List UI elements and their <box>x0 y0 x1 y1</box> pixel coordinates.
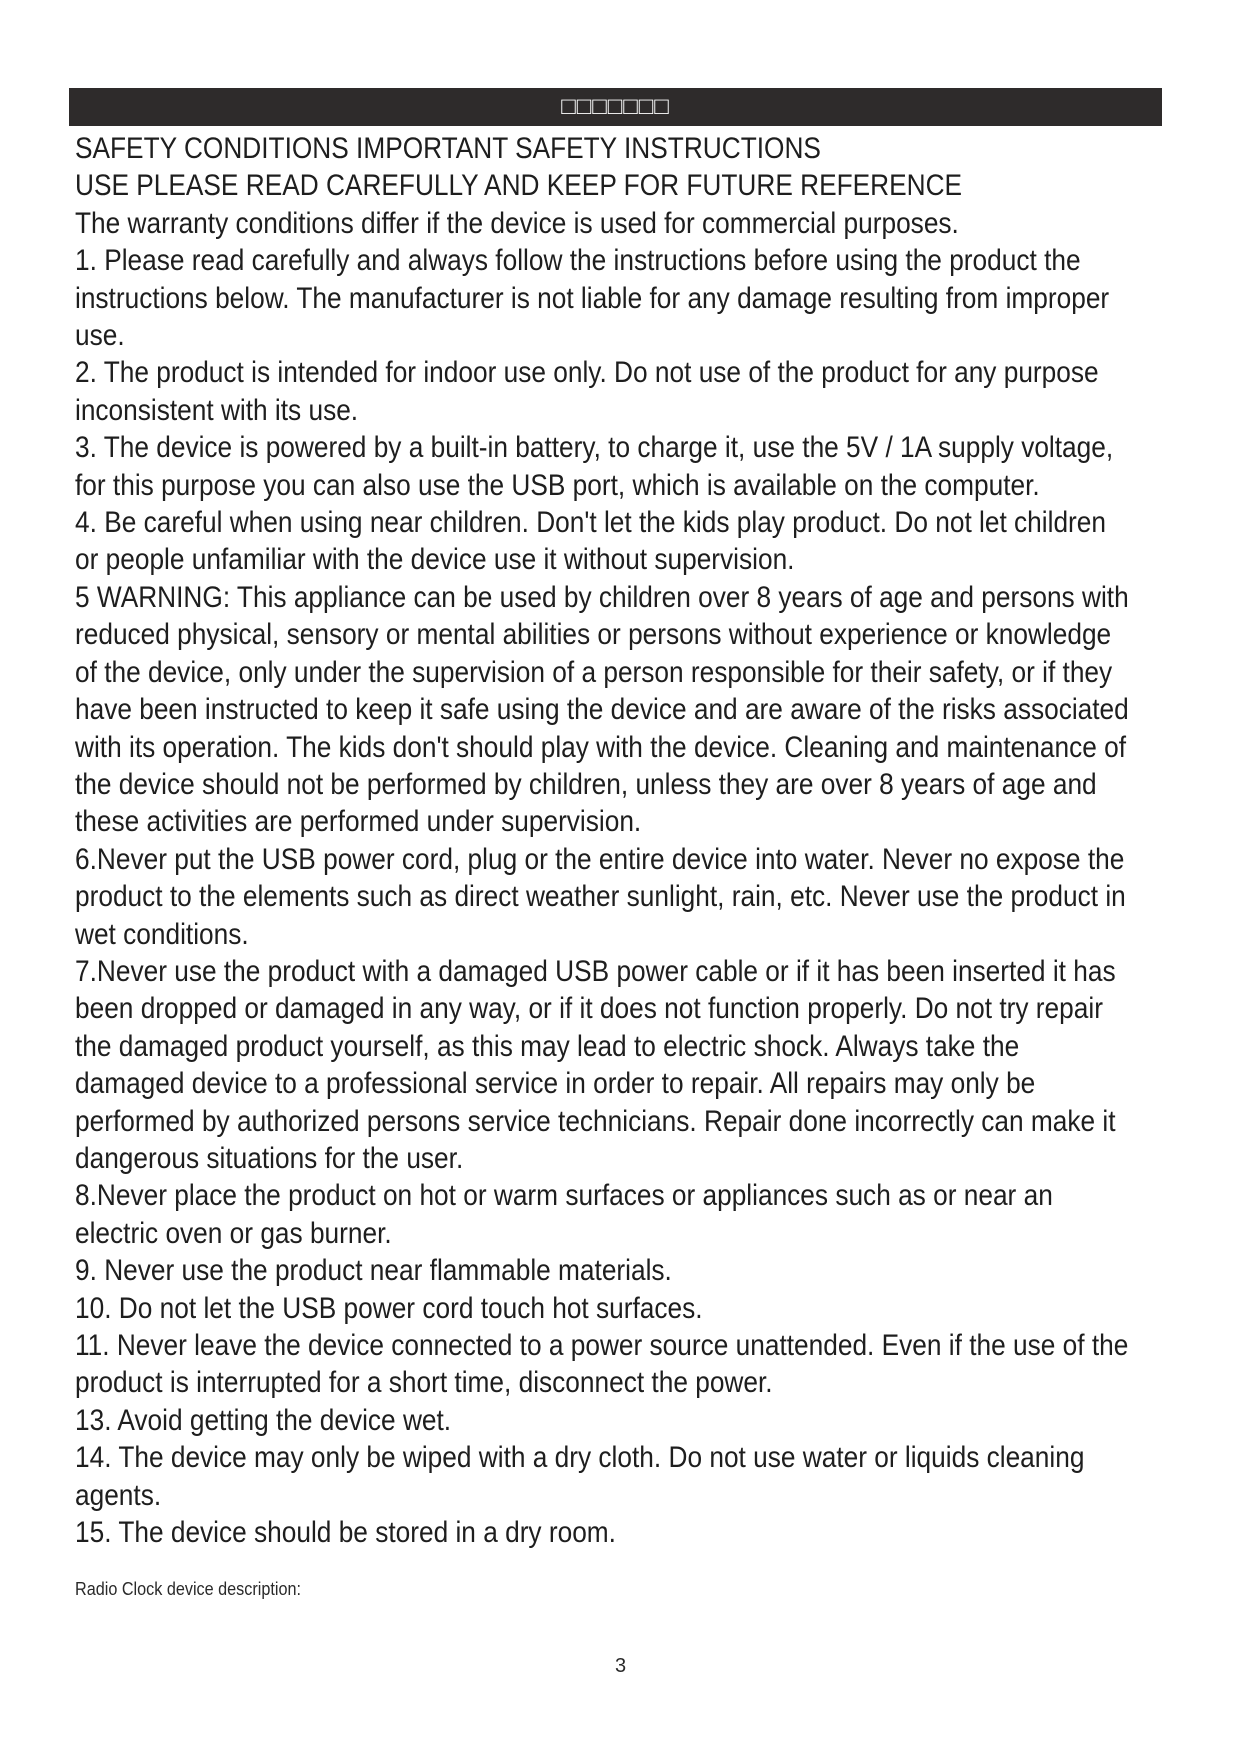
text-line: wet conditions. <box>75 917 249 951</box>
text-line: 7.Never use the product with a damaged USB power cable or if it has been inserted it has <box>75 954 1116 988</box>
text-line: 6.Never put the USB power cord, plug or the entire device into water. Never no expose the <box>75 842 1125 876</box>
text-line: the damaged product yourself, as this may lead to electric shock. Always take the <box>75 1029 1020 1063</box>
text-line: 2. The product is intended for indoor use only. Do not use of the product for any purpose <box>75 356 1099 390</box>
text-line: 10. Do not let the USB power cord touch hot surfaces. <box>75 1291 703 1325</box>
text-line: these activities are performed under supervision. <box>75 805 642 839</box>
device-description-caption: Radio Clock device description: <box>75 1579 302 1599</box>
text-line: been dropped or damaged in any way, or if it does not function properly. Do not try repair <box>75 992 1103 1026</box>
text-line: instructions below. The manufacturer is not liable for any damage resulting from improper <box>75 281 1110 315</box>
page-number: 3 <box>614 1655 627 1677</box>
text-line: with its operation. The kids don't should play with the device. Cleaning and maintenance of <box>75 730 1127 764</box>
text-line: 15. The device should be stored in a dry room. <box>75 1516 616 1550</box>
text-line: The warranty conditions differ if the device is used for commercial purposes. <box>75 206 959 240</box>
text-line: agents. <box>75 1478 162 1512</box>
text-line: product to the elements such as direct weather sunlight, rain, etc. Never use the product in <box>75 880 1126 914</box>
text-line: 3. The device is powered by a built-in battery, to charge it, use the 5V / 1A supply voltage, <box>75 431 1114 465</box>
text-line: electric oven or gas burner. <box>75 1216 392 1250</box>
text-line: damaged device to a professional service in order to repair. All repairs may only be <box>75 1067 1036 1101</box>
text-line: SAFETY CONDITIONS IMPORTANT SAFETY INSTRUCTIONS <box>75 132 821 165</box>
text-line: of the device, only under the supervision of a person responsible for their safety, or if they <box>75 655 1113 689</box>
text-line: inconsistent with its use. <box>75 393 359 427</box>
text-line: or people unfamiliar with the device use it without supervision. <box>75 543 795 577</box>
text-line: 13. Avoid getting the device wet. <box>75 1403 452 1437</box>
text-line: 14. The device may only be wiped with a dry cloth. Do not use water or liquids cleaning <box>75 1441 1085 1475</box>
text-line: 1. Please read carefully and always follow the instructions before using the product the <box>75 244 1081 278</box>
text-line: use. <box>75 319 125 353</box>
text-line: product is interrupted for a short time, disconnect the power. <box>75 1366 773 1400</box>
header-bar <box>69 88 1162 126</box>
text-line: dangerous situations for the user. <box>75 1141 464 1175</box>
text-line: 5 WARNING: This appliance can be used by children over 8 years of age and persons with <box>75 580 1129 614</box>
text-line: the device should not be performed by children, unless they are over 8 years of age and <box>75 767 1097 801</box>
text-line: USE PLEASE READ CAREFULLY AND KEEP FOR FUTURE REFERENCE <box>75 169 963 203</box>
safety-instructions-text <box>75 130 1167 1551</box>
text-line: 11. Never leave the device connected to a power source unattended. Even if the use of the <box>75 1329 1129 1362</box>
text-line: reduced physical, sensory or mental abilities or persons without experience or knowledge <box>75 618 1112 652</box>
text-line: 8.Never place the product on hot or warm surfaces or appliances such as or near an <box>75 1179 1053 1213</box>
text-line: have been instructed to keep it safe using the device and are aware of the risks associated <box>75 693 1129 727</box>
text-line: 9. Never use the product near flammable materials. <box>75 1254 672 1288</box>
text-line: 4. Be careful when using near children. Don't let the kids play product. Do not let children <box>75 506 1107 540</box>
header-title: □□□□□□□ <box>561 93 670 120</box>
text-line: performed by authorized persons service technicians. Repair done incorrectly can make it <box>75 1104 1116 1138</box>
text-line: for this purpose you can also use the USB port, which is available on the computer. <box>75 468 1040 502</box>
